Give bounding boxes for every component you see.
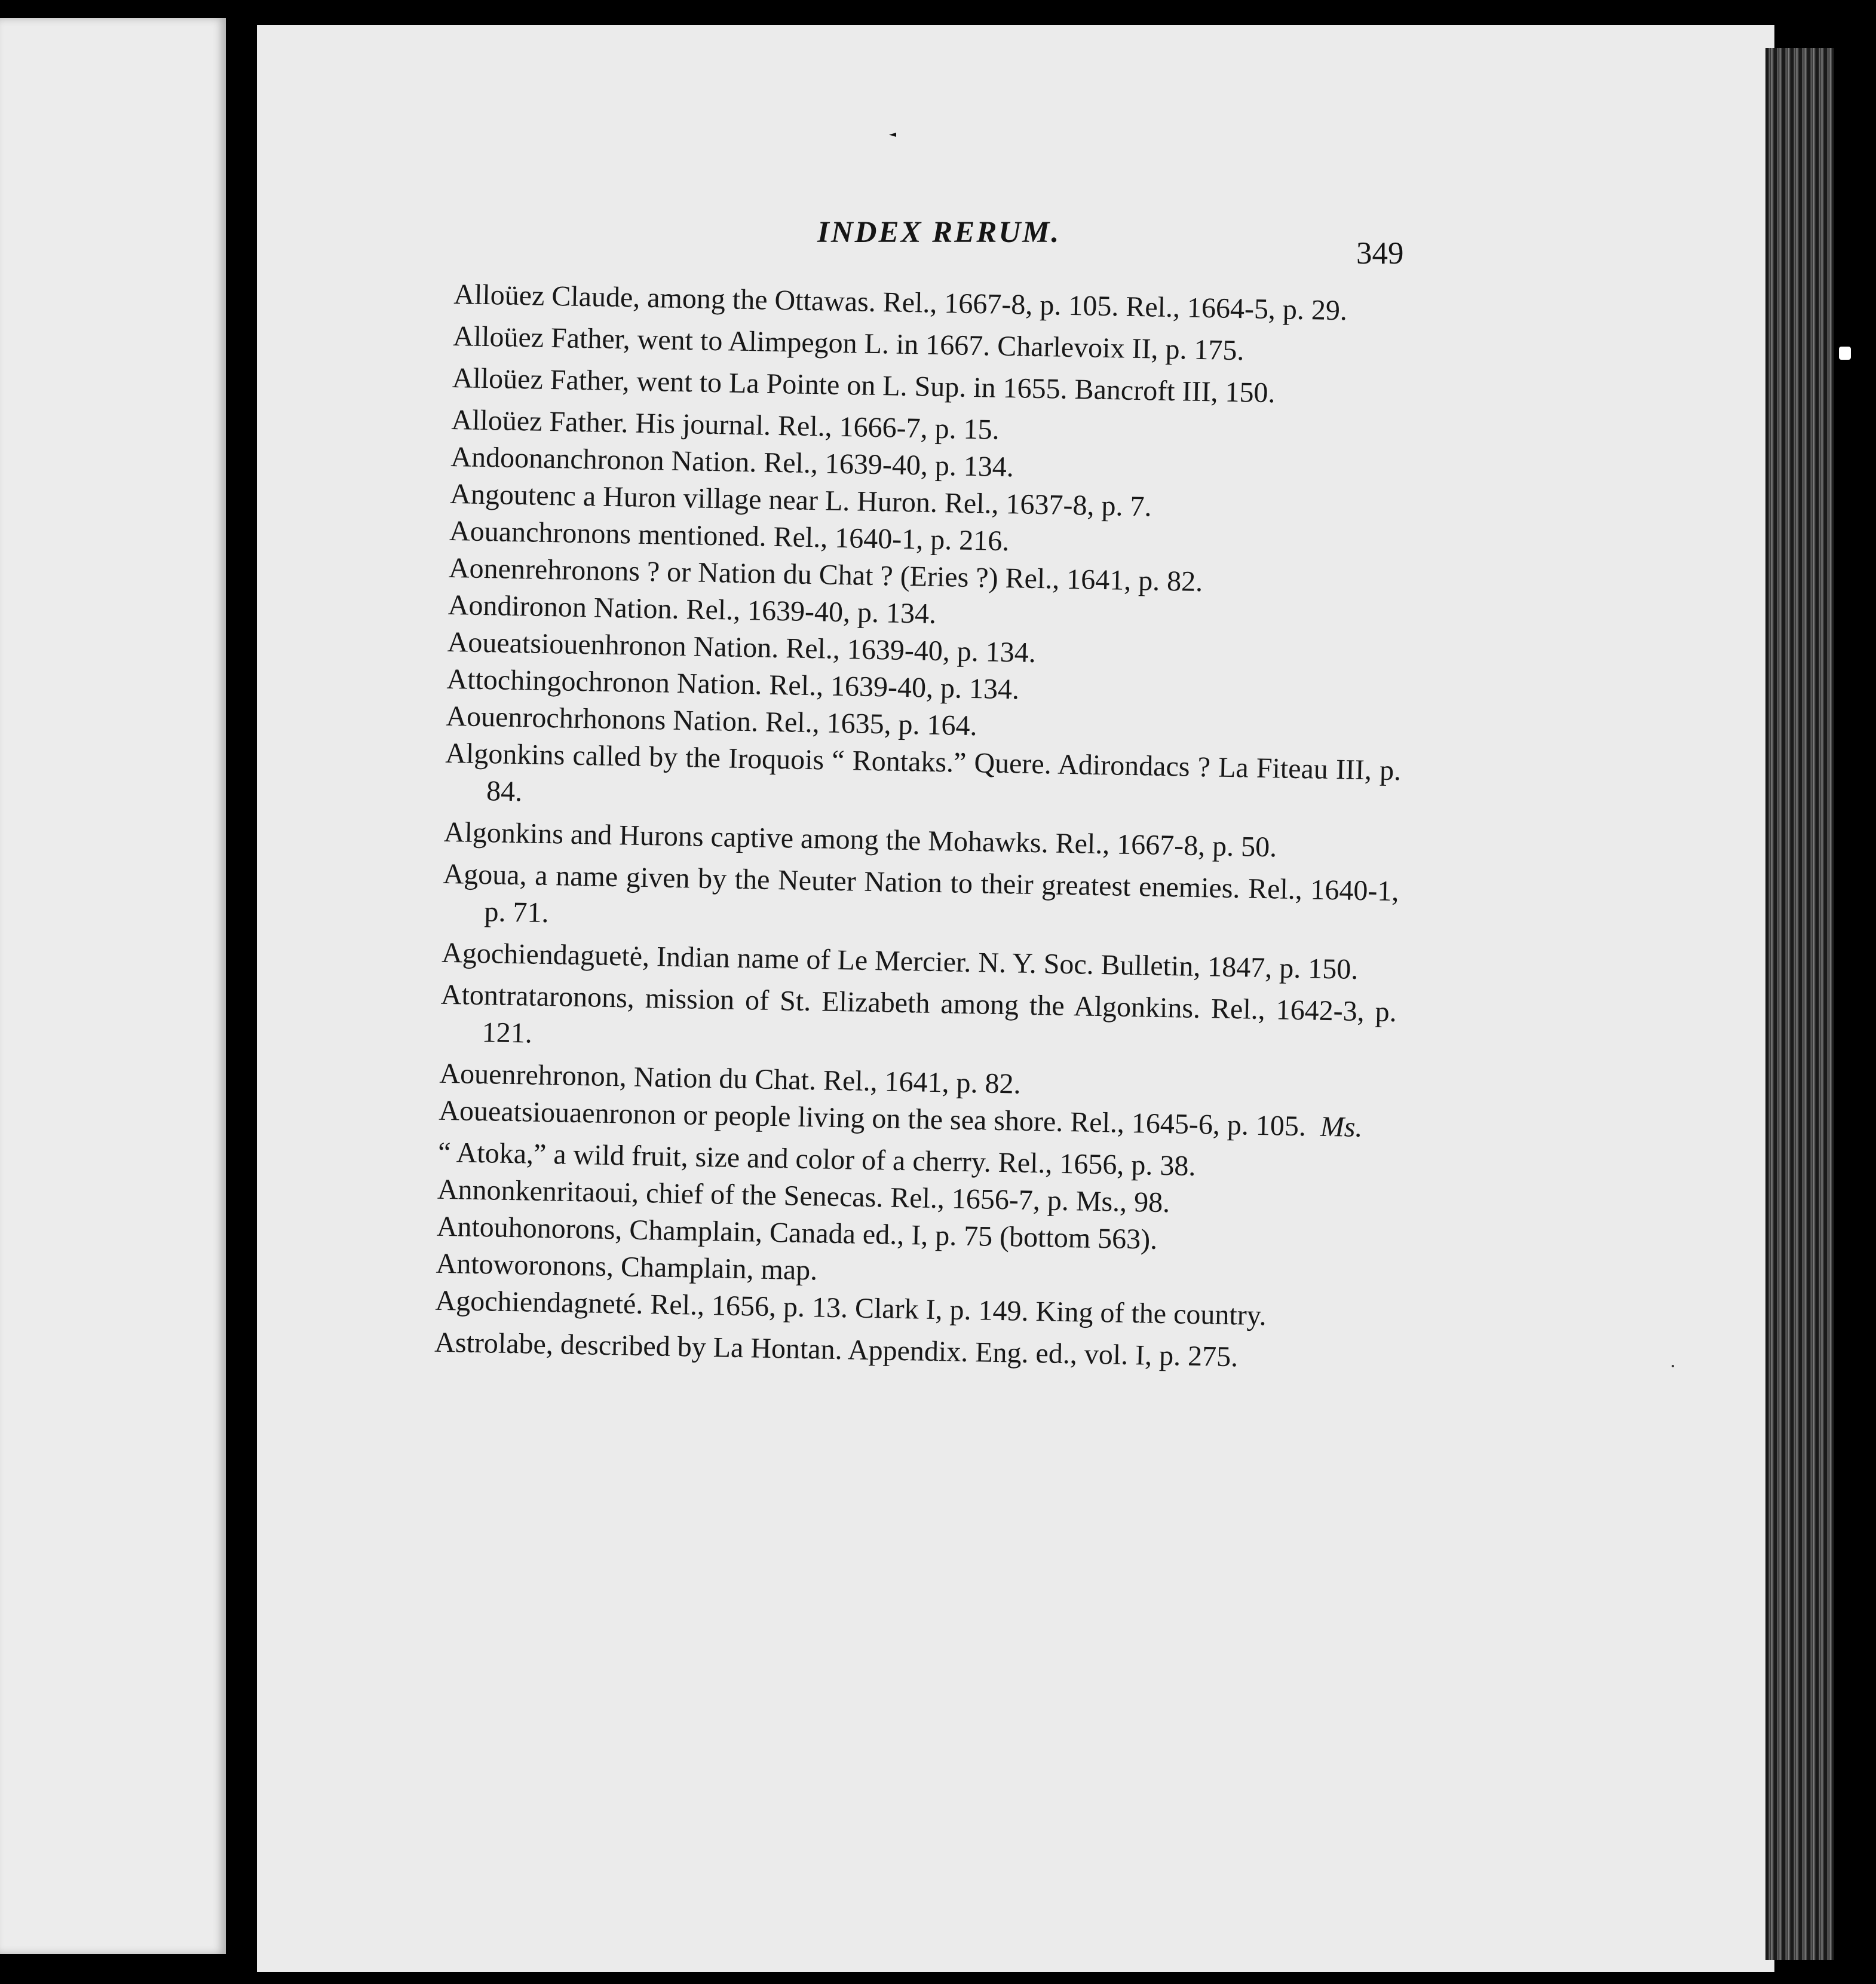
entry-text: Aondironon Nation. Rel., 1639-40, p. 134. [447, 589, 937, 630]
left-page-edge [0, 18, 226, 1954]
entry-text: Antoworonons, Champlain, map. [436, 1247, 818, 1287]
page-stack-edge [1765, 48, 1834, 1960]
entry-text: Andoonanchronon Nation. Rel., 1639-40, p. 134. [450, 440, 1014, 483]
entry-text: Alloüez Claude, among the Ottawas. Rel., 1667-8, p. 105. Rel., 1664-5, p. 29. [453, 278, 1348, 327]
entry-text: Agoua, a name given by the Neuter Nation to their greatest enemies. Rel., 1640-1, p. 71. [443, 858, 1399, 929]
entry-text: Astrolabe, described by La Hontan. Appendix. Eng. ed., vol. I, p. 275. [434, 1326, 1239, 1373]
running-head: INDEX RERUM. [817, 216, 1061, 249]
page-number: 349 [1356, 236, 1404, 271]
entry-text: Aouenrochrhonons Nation. Rel., 1635, p. 164. [446, 700, 978, 742]
entry-text: Attochingochronon Nation. Rel., 1639-40, p. 134. [446, 663, 1020, 706]
book-gutter [226, 0, 257, 1984]
entry-text: Aouenrehronon, Nation du Chat. Rel., 1641, p. 82. [439, 1057, 1022, 1100]
entry-text: Atontrataronons, mission of St. Elizabeth among the Algonkins. Rel., 1642-3, p. 121. [440, 978, 1397, 1049]
entry-text: Aoueatsiouaenronon or people living on the sea shore. Rel., 1645-6, p. 105. [438, 1094, 1307, 1143]
entry-text: Algonkins and Hurons captive among the Mohawks. Rel., 1667-8, p. 50. [443, 816, 1277, 864]
entry-text: Alloüez Father, went to La Pointe on L. Sup. in 1655. Bancroft III, 150. [452, 362, 1276, 409]
entry-text: Algonkins called by the Iroquois “ Rontaks.” Quere. Adirondacs ? La Fiteau III, p. 84. [445, 737, 1402, 808]
entry-text: Angoutenc a Huron village near L. Huron. Rel., 1637-8, p. 7. [449, 477, 1152, 523]
entry-text: Agochiendaguetė, Indian name of Le Mercier. N. Y. Soc. Bulletin, 1847, p. 150. [441, 936, 1359, 985]
entry-text: “ Atoka,” a wild fruit, size and color of a cherry. Rel., 1656, p. 38. [437, 1136, 1196, 1182]
entry-ms-note: Ms. [1320, 1110, 1363, 1144]
entry-text: Alloüez Father. His journal. Rel., 1666-7, p. 15. [451, 403, 1000, 446]
entry-text: Alloüez Father, went to Alimpegon L. in 1667. Charlevoix II, p. 175. [452, 320, 1244, 367]
scan-speck [1672, 1365, 1674, 1367]
entry-text: Agochiendagneté. Rel., 1656, p. 13. Clark I, p. 149. King of the country. [435, 1284, 1267, 1332]
entry-text: Aoueatsiouenhronon Nation. Rel., 1639-40, p. 134. [447, 626, 1037, 669]
page-edge-mark [1839, 347, 1851, 360]
index-entry [440, 976, 1397, 1068]
entry-text: Aonenrehronons ? or Nation du Chat ? (Eries ?) Rel., 1641, p. 82. [448, 552, 1203, 598]
scan-background [1834, 0, 1876, 1984]
entry-text: Aouanchronons mentioned. Rel., 1640-1, p. 216. [449, 515, 1010, 558]
entry-text: Antouhonorons, Champlain, Canada ed., I, p. 75 (bottom 563). [436, 1210, 1158, 1256]
index-entries [434, 276, 1410, 1379]
index-entry [442, 856, 1399, 947]
entry-text: Annonkenritaoui, chief of the Senecas. Rel., 1656-7, p. Ms., 98. [437, 1173, 1170, 1219]
